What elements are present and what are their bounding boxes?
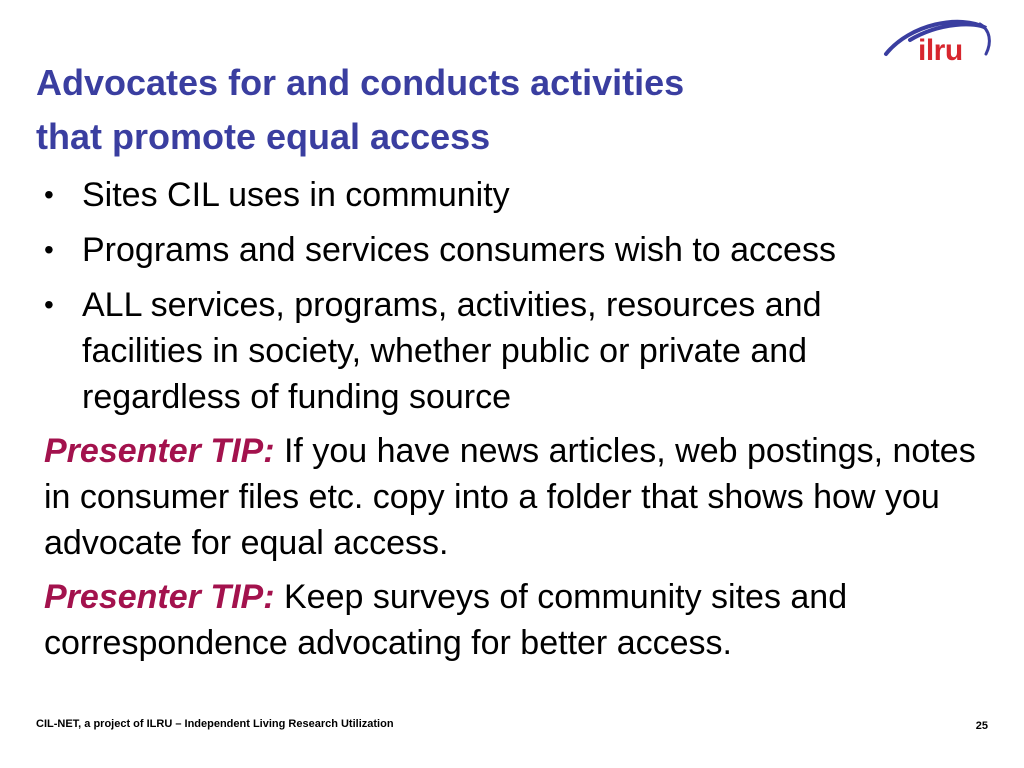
tip-text: If you have news articles, web postings, notes in consumer files etc. copy into a folder that shows how you advocate for equal access. [44,432,976,562]
bullet-dot-icon: • [44,179,54,210]
presenter-tip-1 [44,428,994,566]
slide-title [36,56,896,164]
bullet-dot-icon: • [44,234,54,265]
presenter-tip-2 [44,574,994,666]
title-line-2: that promote equal access [36,116,491,157]
footer-text: CIL-NET, a project of ILRU – Independent Living Research Utilization [36,718,394,730]
bullet-list [44,172,944,429]
bullet-dot-icon: • [44,289,54,320]
bullet-text: Programs and services consumers wish to access [82,231,836,269]
bullet-item [44,172,944,218]
tip-label: Presenter TIP: [44,432,275,470]
tip-label: Presenter TIP: [44,578,275,616]
bullet-item [44,282,944,420]
bullet-text: ALL services, programs, activities, resources and facilities in society, whether public or private and regardless of funding source [82,286,822,416]
page-number: 25 [975,720,988,732]
bullet-text: Sites CIL uses in community [82,176,510,214]
tip-text: Keep surveys of community sites and correspondence advocating for better access. [44,578,848,662]
bullet-item [44,227,944,273]
logo-text: ilru [918,34,963,67]
title-line-1: Advocates for and conducts activities [36,62,685,103]
